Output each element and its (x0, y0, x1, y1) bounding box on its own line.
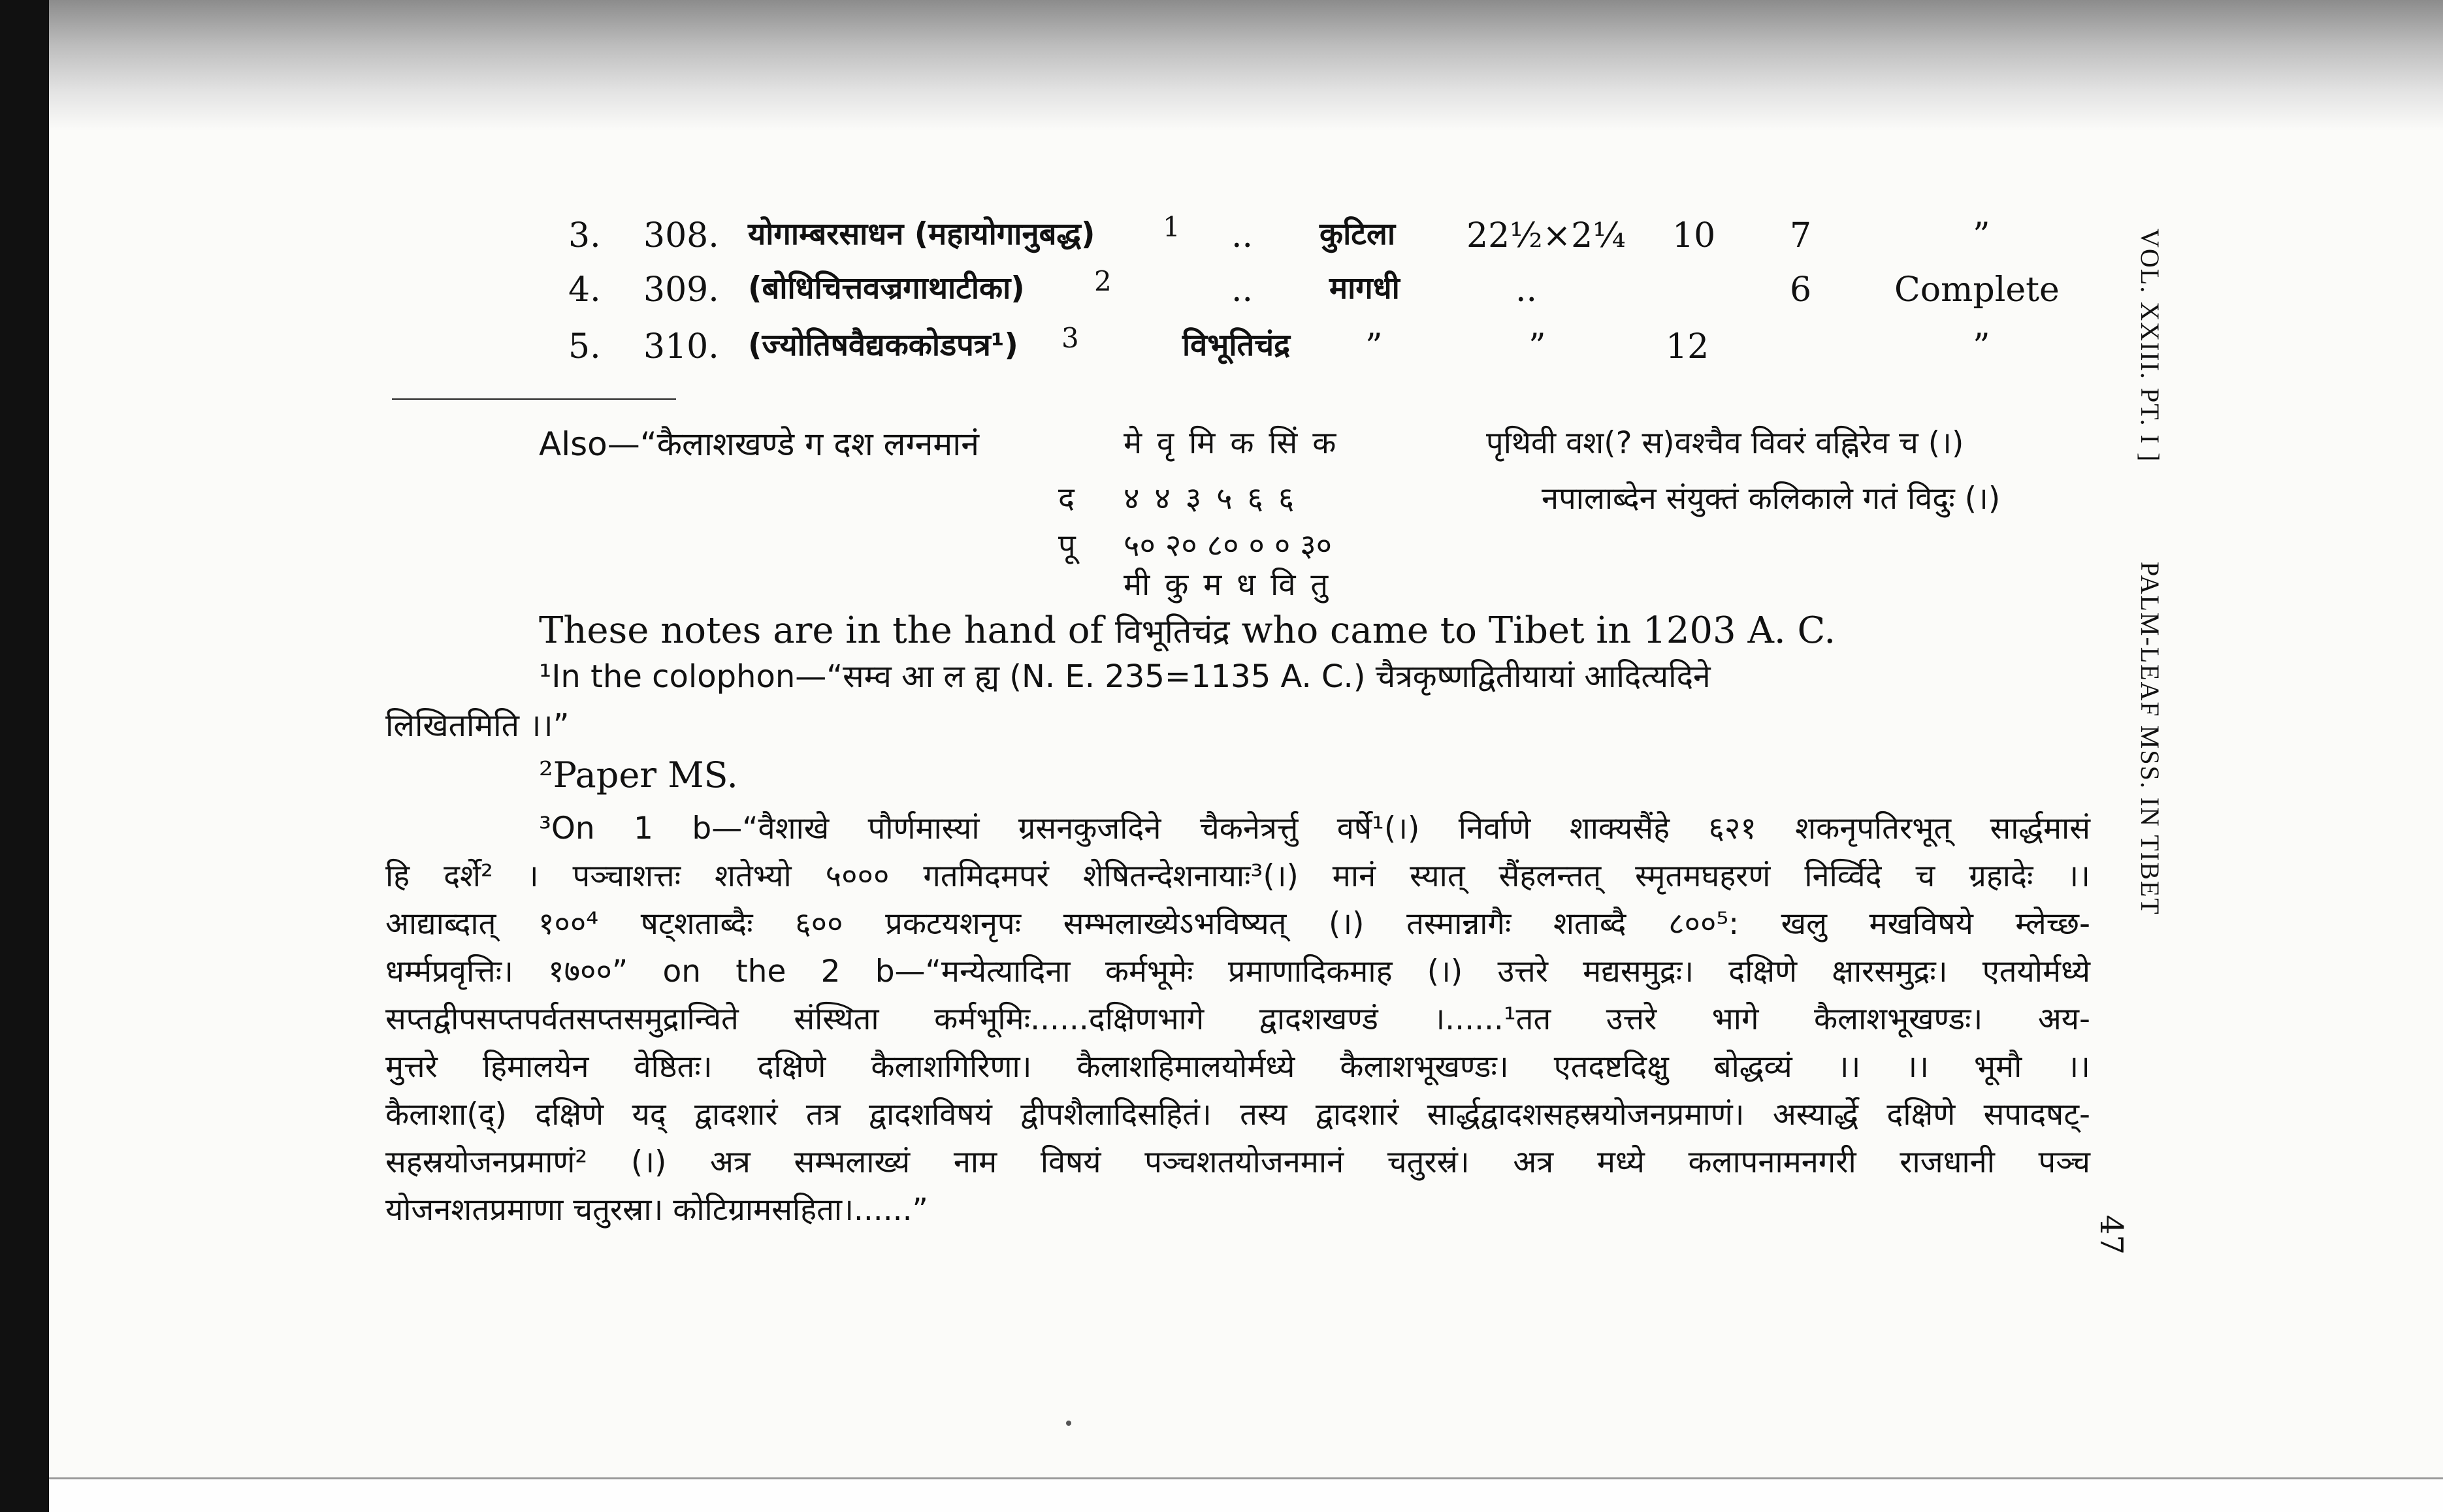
remark: ” (1973, 216, 1990, 255)
footnote-rule (392, 398, 676, 400)
footnote-3-line: सप्तद्वीपसप्तपर्वतसप्तसमुद्रान्विते संस्थिता कर्मभूमिः......दक्षिणभागे द्वादशखण्डं ।......¹तत उत्तरे भागे कैलाशभूखण्डः। अय- (385, 1001, 2090, 1037)
leaf-size: ” (1365, 327, 1383, 366)
footnote-2: ²Paper MS. (539, 754, 738, 796)
line-count: 10 (1672, 216, 1716, 255)
running-head (2113, 229, 2165, 1274)
footnote-3 (385, 805, 2090, 1234)
remark: Complete (1894, 270, 2060, 310)
ms-number: 310. (643, 327, 719, 366)
ms-title: (ज्योतिषवैद्यककोडपत्र¹) (748, 327, 1018, 363)
ditto-dots: .. (1231, 216, 1254, 255)
leaf-count: 12 (1666, 327, 1709, 366)
scan-bottom-margin (49, 1479, 2443, 1512)
script-name: मागधी (1329, 270, 1400, 306)
row-label-da: द (1058, 481, 1075, 517)
ditto-dots: .. (1231, 270, 1254, 310)
verse-line-2: नपालाब्देन संयुक्तं कलिकाले गतं विदुः (।) (1542, 481, 2001, 517)
notes-name: विभूतिचंद्र (1115, 613, 1230, 651)
minute-numbers-row: ५० २० ८० ० ० ३० (1124, 528, 1333, 564)
footnote-3-line: हि दर्शे² । पञ्चाशत्तः शतेभ्यो ५००० गतमिदमपरं शेषितन्देशनायाः³(।) मानं स्यात् सैंहलन्तत् स्मृतमघहरणं निर्व्विदे च ग्रहादेः ।। (385, 858, 2090, 894)
row-number: 4. (568, 270, 601, 310)
footnote-3-line: योजनशतप्रमाणा चतुरस्रा। कोटिग्रामसहिता।......” (385, 1192, 928, 1228)
script-name: कुटिला (1319, 216, 1395, 252)
zodiac-signs-row-2: मी कु म ध वि तु (1124, 567, 1329, 603)
leaf-size: 22½×2¼ (1466, 216, 1626, 255)
row-label-pu: पू (1058, 528, 1076, 564)
ms-title: योगाम्बरसाधन (महायोगानुबद्ध) (748, 216, 1095, 252)
scan-speck (1066, 1421, 1071, 1426)
degree-numbers-row: ४ ४ ३ ५ ६ ६ (1124, 481, 1295, 517)
running-title: PALM-LEAF MSS. IN TIBET (2135, 562, 2165, 916)
footnote-1-line-2: लिखितमिति ।।” (385, 707, 570, 744)
footnote-3-line: ³On 1 b—“वैशाखे पौर्णमास्यां ग्रसनकुजदिने चैकनेत्रर्त्तु वर्षे¹(।) निर्वाणे शाक्यसैंहे ६२१ शकनृपतिरभूत् सार्द्धमासं (539, 811, 2090, 846)
ms-title-footnote: 1 (1163, 211, 1180, 243)
ms-title-footnote: 3 (1061, 322, 1079, 354)
footnote-3-line: सहस्रयोजनप्रमाणं² (।) अत्र सम्भलाख्यं नाम विषयं पञ्चशतयोजनमानं चतुरस्रं। अत्र मध्ये कलापनामनगरी राजधानी पञ्च (385, 1144, 2090, 1180)
scan-top-shadow (0, 0, 2443, 131)
footnote-3-line: आद्याब्दात् १००⁴ षट्शताब्दैः ६०० प्रकटयशनृपः सम्भलाख्येऽभविष्यत् (।) तस्मान्नागैः शताब्दै ८००⁵: खलु मखविषये म्लेच्छ- (385, 906, 2090, 942)
table-row (0, 265, 2156, 319)
ms-number: 309. (643, 270, 719, 310)
zodiac-signs-row: मे वृ मि क सिं क (1124, 425, 1336, 461)
notes-after: who came to Tibet in 1203 A. C. (1241, 609, 1836, 652)
ms-title: (बोधिचित्तवज्रगाथाटीका) (748, 270, 1025, 306)
footnote-3-line: मुत्तरे हिमालयेन वेष्ठितः। दक्षिणे कैलाशगिरिणा। कैलाशहिमालयोर्मध्ये कैलाशभूखण्डः। एतदष्टदिक्षु बोद्धव्यं ।। ।। भूमौ ।। (385, 1049, 2090, 1085)
leaf-size: .. (1515, 270, 1538, 310)
footnote-3-line: कैलाशा(द्) दक्षिणे यद् द्वादशारं तत्र द्वादशविषयं द्वीपशैलादिसहितं। तस्य द्वादशारं सार्द्धद्वादशसहस्रयोजनप्रमाणं। अस्यार्द्धे दक्षिणे सपादषट्- (385, 1097, 2090, 1133)
table-row (0, 322, 2156, 376)
row-number: 3. (568, 216, 601, 255)
notes-before: These notes are in the hand of (539, 609, 1104, 652)
footnote-3-line: धर्म्मप्रवृत्तिः। १७००” on the 2 b—“मन्येत्यादिना कर्मभूमेः प्रमाणादिकमाह (।) उत्तरे मद्यसमुद्रः। दक्षिणे क्षारसमुद्रः। एतयोर्मध्ये (385, 954, 2090, 989)
page-number: 47 (2093, 1215, 2129, 1255)
notes-line (539, 609, 1836, 652)
table-row (0, 211, 2156, 265)
ms-title-footnote: 2 (1094, 265, 1112, 297)
volume-label: VOL. XXIII. PT. I ] (2135, 229, 2165, 463)
line-count: ” (1529, 327, 1546, 366)
ms-number: 308. (643, 216, 719, 255)
leaf-count: 7 (1790, 216, 1812, 255)
remark: ” (1973, 327, 1990, 366)
row-number: 5. (568, 327, 601, 366)
footnote-1-line-1: ¹In the colophon—“सम्व आ ल ह्य (N. E. 235=1135 A. C.) चैत्रकृष्णद्वितीयायां आदित्यदिने (539, 658, 1711, 695)
verse-line-1: पृथिवी वश(? स)वश्चैव विवरं वह्निरेव च (।) (1486, 425, 1964, 461)
also-prefix: Also—“कैलाशखण्डे ग दश लग्नमानं (539, 425, 979, 463)
leaf-count: 6 (1790, 270, 1812, 310)
script-name: विभूतिचंद्र (1182, 327, 1291, 363)
